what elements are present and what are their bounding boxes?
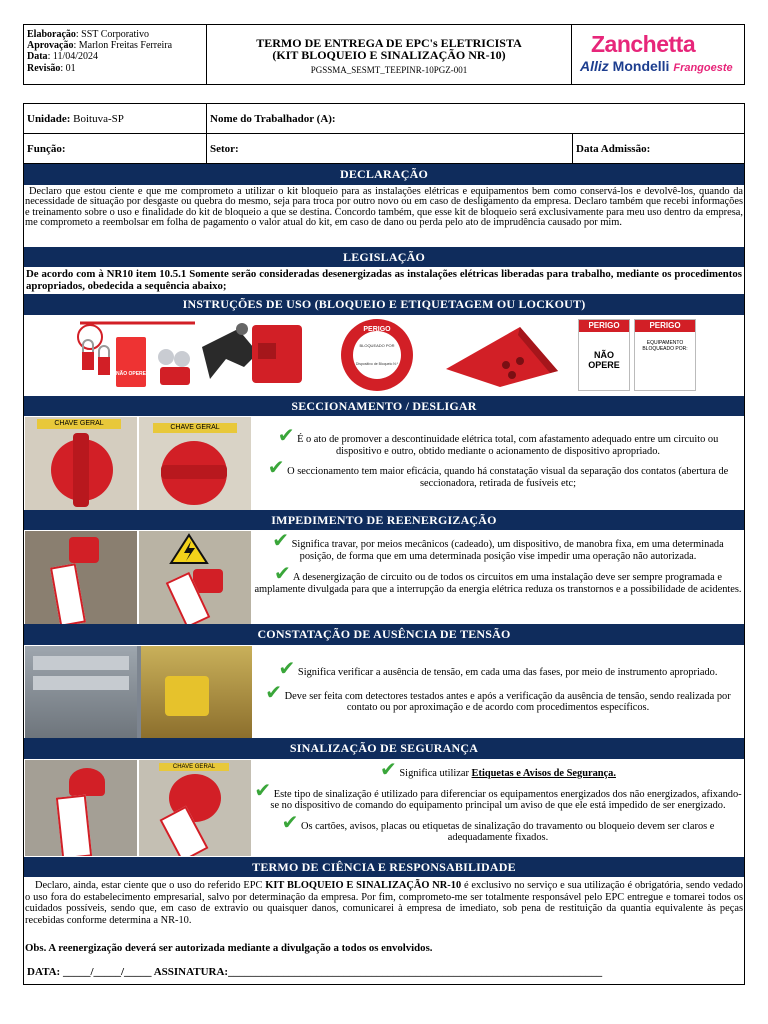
impedimento-item-2-text: A desenergização de circuito ou de todos os circuitos em uma instalação deve ser sempre programada e amplamente divulgada para que a interrupção da energia elétrica reduza os transtornos e a possibilidade de acidentes. (254, 572, 742, 595)
admissao-cell (573, 134, 744, 164)
unidade-value: Boituva-SP (73, 112, 124, 125)
sinalizacao-item-2 (254, 777, 742, 812)
termo-text-post: é exclusivo no serviço e sua utilização é obrigatória, sendo vedado o uso fora do estabelecimento empresarial, salvo por determinação da empresa. Por fim, comprometo-me ser totalmente responsável pelo EPC entregue e tomarei todos os cuidados possíveis, sendo que, em caso de extravio ou quaisquer danos, comunicarei à empresa de imediato, sob pena de restituição da quantia equivalente às peças recebidas conforme determina a NR-10. (25, 880, 744, 926)
termo-text-bold: KIT BLOQUEIO E SINALIZAÇÃO NR-10 (265, 880, 462, 891)
dispositivo-label: Dispositivo de Bloqueio N.º (355, 362, 399, 366)
doc-code: PGSSMA_SESMT_TEEPINR-10PGZ-001 (310, 65, 468, 75)
unidade-cell (24, 104, 207, 134)
tag-nao-label: NÃO (594, 350, 614, 360)
termo-text (25, 880, 743, 932)
termo-obs: Obs. A reenergização deverá ser autorizada mediante a divulgação a todos os envolvidos. (25, 942, 433, 954)
aprov-label: Aprovação (27, 40, 74, 52)
check-icon: ✔ (274, 561, 291, 585)
check-icon: ✔ (380, 757, 397, 781)
constatacao-list (254, 656, 742, 714)
rev-value: : 01 (60, 62, 76, 74)
danger-tags-image (578, 319, 698, 391)
nome-cell (207, 104, 744, 134)
header-title-block (207, 25, 572, 84)
sinalizacao-list (254, 757, 742, 844)
impedimento-item-1 (254, 528, 742, 562)
frangoeste-logo: Frangoeste (673, 62, 733, 74)
section-bar-termo: TERMO DE CIÊNCIA E RESPONSABILIDADE (24, 857, 744, 877)
seccionamento-list (254, 423, 742, 489)
data-label: Data (27, 51, 48, 63)
constatacao-item-1 (254, 656, 742, 680)
nao-opere-mini-label: NÃO OPERE (115, 371, 147, 377)
sinalizacao-item-1 (254, 757, 742, 781)
section-bar-declaracao: DECLARAÇÃO (24, 164, 744, 185)
check-icon: ✔ (272, 528, 290, 552)
chave-geral-photo-2 (139, 417, 251, 510)
setor-label: Setor: (210, 142, 239, 155)
tag-photo-2 (139, 760, 251, 856)
seccionamento-item-1-text: É o ato de promover a descontinuidade elétrica total, com afastamento adequado entre um circuito ou dispositivo e outro, obtido mediante o acionamento de dispositivo apropriado. (297, 434, 719, 457)
unidade-label: Unidade: (27, 112, 71, 125)
elab-label: Elaboração (27, 29, 76, 40)
funcao-cell (24, 134, 207, 164)
lockout-kit-image-1 (70, 317, 202, 393)
chave-geral-plate-3: CHAVE GERAL (159, 763, 229, 771)
check-icon: ✔ (267, 455, 285, 479)
seccionamento-item-2-text: O seccionamento tem maior eficácia, quando há constatação visual da separação dos contatos (abertura de seccionadora, retirada de fusíveis etc; (287, 466, 729, 489)
bloqueado-por-label: BLOQUEADO POR (359, 343, 395, 348)
aprov-value: : Marlon Freitas Ferreira (73, 40, 173, 52)
section-bar-instrucoes: INSTRUÇÕES DE USO (BLOQUEIO E ETIQUETAGEM OU LOCKOUT) (24, 294, 744, 315)
tag-opere-label: OPERE (588, 360, 620, 370)
tag-photo-1 (25, 760, 137, 856)
check-icon: ✔ (265, 679, 283, 704)
zanchetta-logo: Zanchetta (591, 31, 696, 57)
tag2-perigo-label: PERIGO (635, 320, 695, 332)
doc-title-line1: TERMO DE ENTREGA DE EPC's ELETRICISTA (256, 36, 522, 50)
seccionamento-item-1 (254, 423, 742, 457)
funcao-label: Função: (27, 142, 66, 155)
check-icon: ✔ (277, 423, 295, 447)
mondelli-logo: Mondelli (612, 58, 670, 74)
declaracao-text: Declaro que estou ciente e que me comprometo a utilizar o kit bloqueio para as instalações elétricas e equipamentos bem como conservá-los e devolvê-los, quando da necessidade de situação por desgaste ou quebra do mesmo, seja para troca por outro novo ou em caso de desligamento da empresa. Declaro também que recebi informações e treinamento sobre o uso e finalidade do kit de bloqueio a que se destina. Concordo também, que esse kit de bloqueio será exclusivamente para meu uso dentro da empresa, me comprometo a reembolsar em folha de pagamento o valor atual do kit, em caso de dano ou perda pelo ato de imprudência causado por mim. (25, 186, 743, 228)
plug-lockout-image (440, 319, 568, 391)
check-icon: ✔ (254, 777, 272, 802)
doc-header (23, 24, 745, 85)
tag-perigo-label: PERIGO (579, 320, 629, 332)
data-value: : 11/04/2024 (47, 51, 99, 63)
lockout-kit-images (24, 315, 744, 395)
section-bar-constatacao: CONSTATAÇÃO DE AUSÊNCIA DE TENSÃO (24, 624, 744, 645)
admissao-label: Data Admissão: (576, 142, 651, 155)
chave-geral-plate-2: CHAVE GERAL (153, 423, 237, 433)
chave-geral-plate-1: CHAVE GERAL (37, 419, 121, 429)
check-icon: ✔ (278, 656, 296, 680)
section-bar-impedimento: IMPEDIMENTO DE REENERGIZAÇÃO (24, 510, 744, 530)
tag-nao-opere (578, 319, 630, 391)
sinalizacao-item-3-text: Os cartões, avisos, placas ou etiquetas de sinalização do travamento ou bloqueio devem ser claros e adequadamente fixados. (300, 820, 715, 843)
signature-line[interactable]: DATA: _____/_____/_____ ASSINATURA:____________________________________________________________________ (27, 966, 603, 978)
high-voltage-icon (169, 533, 209, 565)
section-bar-seccionamento: SECCIONAMENTO / DESLIGAR (24, 396, 744, 416)
constatacao-item-2 (254, 679, 742, 714)
sinalizacao-item-1-emphasis: Etiquetas e Avisos de Segurança. (471, 768, 616, 779)
constatacao-item-2-text: Deve ser feita com detectores testados antes e após a verificação da ausência de tensão, sendo realizada por contato ou por aproximação e de acordo com procedimentos específicos. (284, 690, 731, 713)
sinalizacao-item-1-prefix: Significa utilizar (399, 768, 472, 779)
tag-equipamento (634, 319, 696, 391)
impedimento-item-2 (254, 561, 742, 595)
tag-equipamento-label: EQUIPAMENTO BLOQUEADO POR: (642, 340, 688, 352)
impedimento-list (254, 528, 742, 595)
lockout-tag-photo-2 (139, 531, 251, 624)
breaker-lock-image (198, 319, 328, 391)
constatacao-item-1-text: Significa verificar a ausência de tensão, em cada uma das fases, por meio de instrumento apropriado. (297, 667, 718, 678)
setor-cell (207, 134, 573, 164)
rev-label: Revisão (27, 62, 61, 74)
nome-label: Nome do Trabalhador (A): (210, 112, 336, 125)
check-icon: ✔ (281, 809, 299, 834)
valve-lockout-image (317, 317, 437, 393)
voltage-test-photo (25, 646, 252, 738)
perigo-label-round: PERIGO (363, 326, 391, 333)
legislacao-text: De acordo com à NR10 item 10.5.1 Somente serão consideradas desenergizadas as instalações elétricas liberadas para trabalho, mediante os procedimentos apropriados, obedecida a sequência abaixo; (26, 268, 742, 292)
elab-value: : SST Corporativo (75, 29, 150, 40)
lockout-tag-photo-1 (25, 531, 137, 624)
section-bar-sinalizacao: SINALIZAÇÃO DE SEGURANÇA (24, 738, 744, 759)
section-bar-legislacao: LEGISLAÇÃO (24, 247, 744, 267)
company-logo (572, 25, 744, 84)
sinalizacao-item-3 (254, 809, 742, 844)
sinalizacao-item-2-text: Este tipo de sinalização é utilizado para diferenciar os equipamentos energizados dos não energizados, afixando-se no dispositivo de comando do equipamento principal um aviso de que ele está impedido de ser energizado. (270, 788, 742, 811)
alliz-logo: Alliz (580, 58, 609, 74)
seccionamento-item-2 (254, 455, 742, 489)
doc-title-line2: (KIT BLOQUEIO E SINALIZAÇÃO NR-10) (272, 48, 506, 62)
impedimento-item-1-text: Significa travar, por meios mecânicos (cadeado), um dispositivo, de manobra fixa, em uma determinada posição, de forma que em uma determinada posição vise impedir uma operação não autorizada. (291, 539, 724, 562)
chave-geral-photo-1 (25, 417, 137, 510)
termo-text-pre: Declaro, ainda, estar ciente que o uso do referido EPC (35, 880, 266, 891)
header-meta (24, 25, 207, 84)
